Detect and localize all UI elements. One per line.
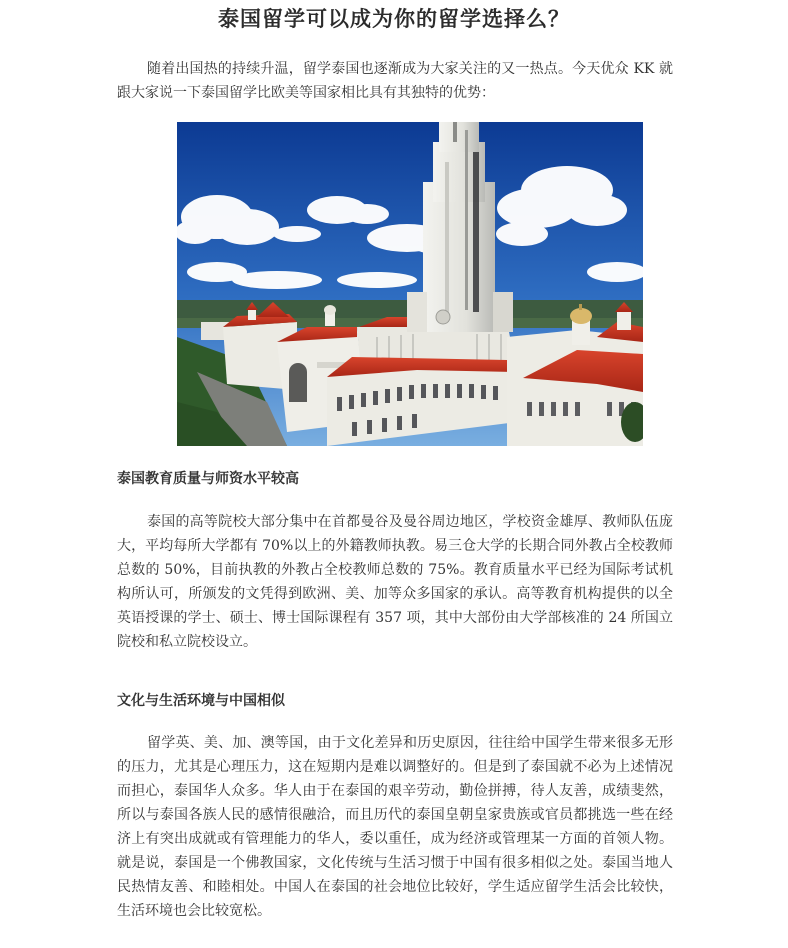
section-body-education: 泰国的高等院校大部分集中在首都曼谷及曼谷周边地区，学校资金雄厚、教师队伍庞大，平均每所大学都有 70%以上的外籍教师执教。易三仓大学的长期合同外教占全校教师总数的 50%，目前执教的外教占全校教师总数的 75%。教育质量水平已经为国际考试机构所认可，所颁发的文凭得到欧洲、美、加等众多国家的承认。高等教育机构提供的以全英语授课的学士、硕士、博士国际课程有 357 项，其中大部份由大学部核准的 24 所国立院校和私立院校设立。: [117, 514, 673, 650]
section-heading-education: 泰国教育质量与师资水平较高: [117, 471, 299, 487]
intro-paragraph: 随着出国热的持续升温，留学泰国也逐渐成为大家关注的又一热点。今天优众 KK 就跟大家说一下泰国留学比欧美等国家相比具有其独特的优势：: [117, 61, 673, 101]
section-body-culture: 留学英、美、加、澳等国，由于文化差异和历史原因，往往给中国学生带来很多无形的压力，尤其是心理压力，这在短期内是难以调整好的。但是到了泰国就不必为上述情况而担心，泰国华人众多。华人由于在泰国的艰辛劳动，勤俭拼搏，待人友善，成绩斐然，所以与泰国各族人民的感情很融洽，而且历代的泰国皇朝皇家贵族或官员都挑选一些在经济上有突出成就或有管理能力的华人，委以重任，成为经济或管理某一方面的首领人物。就是说，泰国是一个佛教国家，文化传统与生活习惯于中国有很多相似之处。泰国当地人民热情友善、和睦相处。中国人在泰国的社会地位比较好，学生适应留学生活会比较快，生活环境也会比较宽松。: [117, 735, 673, 919]
article-title: 泰国留学可以成为你的留学选择么？: [218, 7, 570, 31]
section-heading-culture: 文化与生活环境与中国相似: [117, 693, 285, 709]
university-campus-photo: [177, 122, 643, 446]
